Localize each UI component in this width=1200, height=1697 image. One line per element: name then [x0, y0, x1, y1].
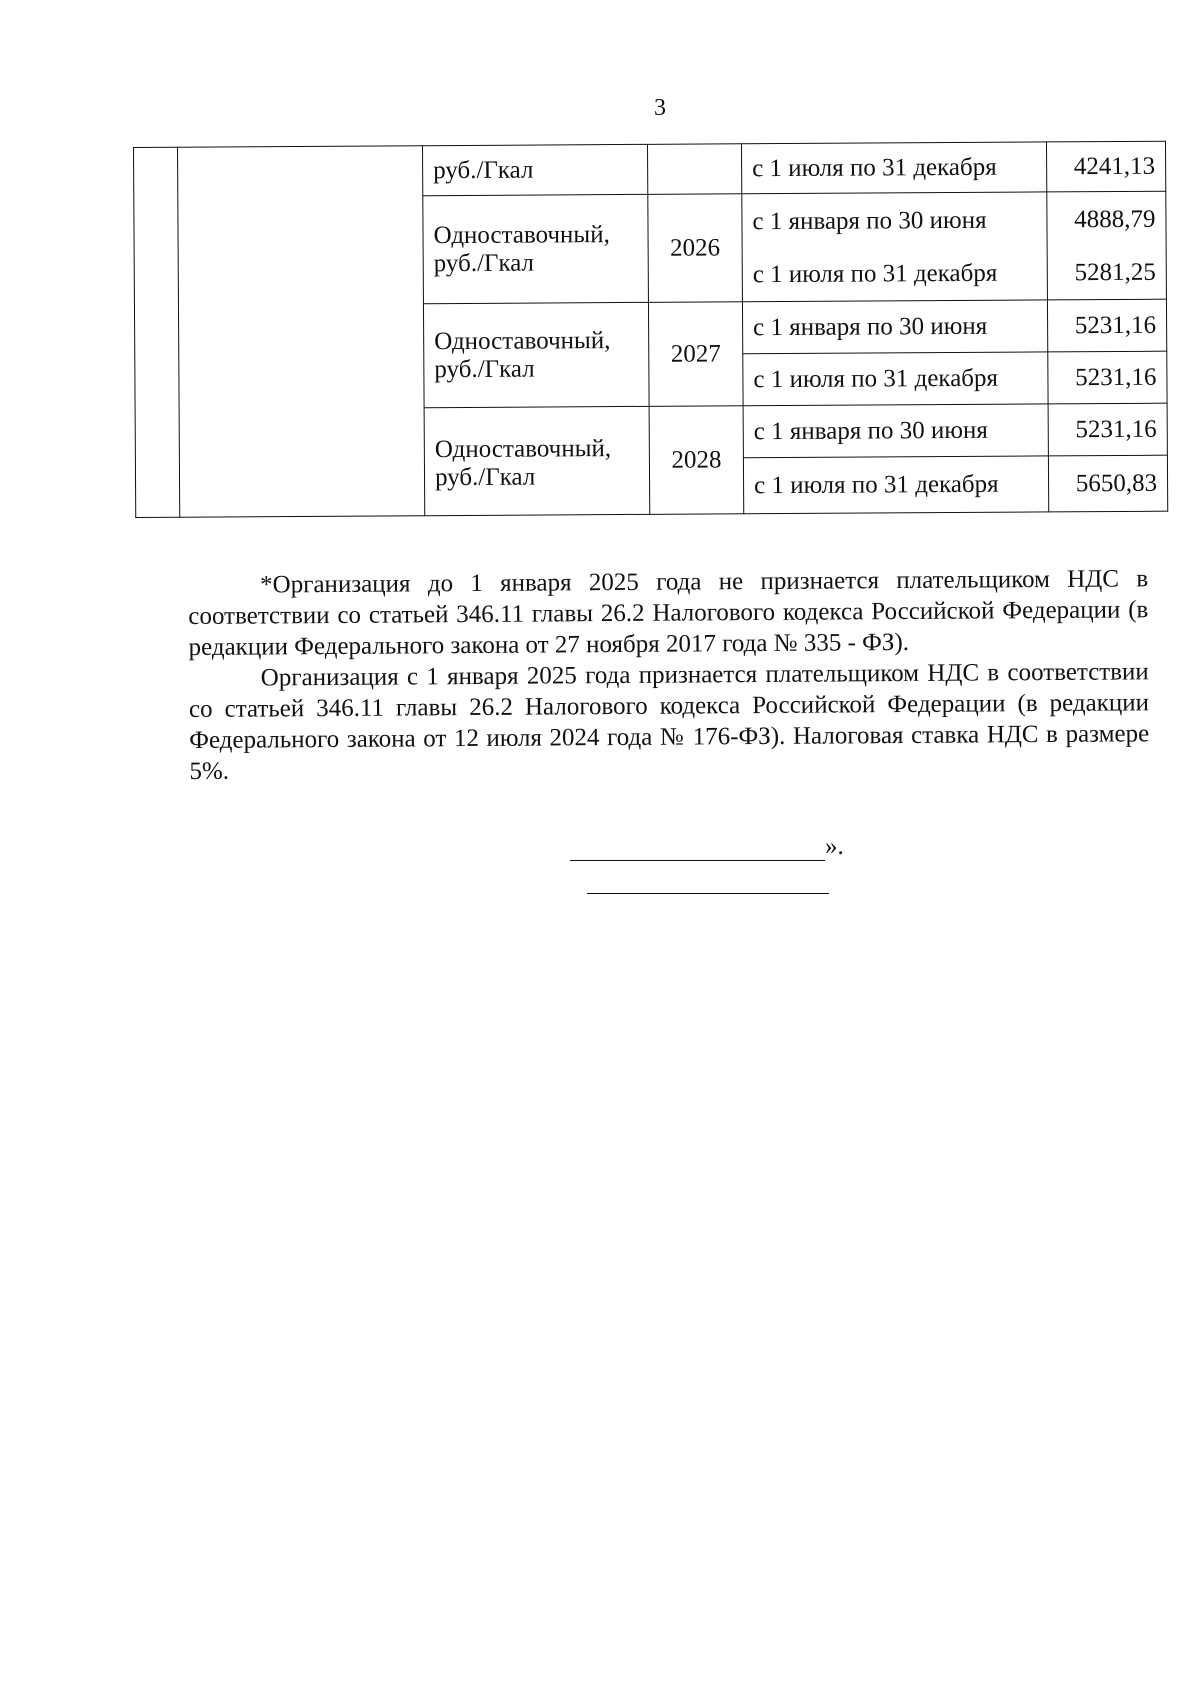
- value-cell: 5231,16: [1047, 299, 1166, 352]
- period-cell: с 1 июля по 31 декабря: [742, 248, 1047, 302]
- value-cell: 5281,25: [1047, 247, 1166, 300]
- period-cell: с 1 января по 30 июня: [742, 300, 1047, 354]
- period-cell: с 1 января по 30 июня: [742, 192, 1047, 250]
- closing-line: [570, 832, 844, 861]
- value-cell: 5650,83: [1048, 455, 1167, 512]
- year-cell: 2028: [649, 406, 744, 515]
- page-number: 3: [654, 95, 666, 121]
- value-cell: 5231,16: [1048, 351, 1167, 404]
- period-cell: с 1 января по 30 июня: [743, 404, 1048, 458]
- empty-cell-number: [134, 147, 180, 517]
- note-paragraph: *Организация до 1 января 2025 года не признается плательщиком НДС в соответствии со статьей 346.11 главы 26.2 Налогового кодекса Российской Федерации (в редакции Федерального закона от 27 ноября 2017 года № 335 - ФЗ).: [188, 565, 1149, 661]
- rate-type-cell: Одноставочный, руб./Гкал: [423, 194, 649, 303]
- unit-cell: руб./Гкал: [422, 144, 647, 195]
- year-cell-empty: [647, 144, 741, 195]
- rate-type-cell: Одноставочный, руб./Гкал: [424, 406, 650, 515]
- year-cell: 2027: [648, 302, 743, 407]
- period-cell: с 1 июля по 31 декабря: [743, 456, 1048, 514]
- note-paragraph: Организация с 1 января 2025 года признается плательщиком НДС в соответствии со статьей 346.11 главы 26.2 Налогового кодекса Российской Федерации (в редакции Федерального закона от 12 июля 2024 года № 176-ФЗ). Налоговая ставка НДС в размере 5%.: [188, 658, 1150, 785]
- value-cell: 4888,79: [1047, 191, 1166, 248]
- closing-rule: [570, 832, 825, 861]
- closing-mark: ».: [825, 833, 844, 860]
- value-cell: 4241,13: [1046, 141, 1165, 192]
- tax-notes: [188, 563, 1149, 787]
- rate-type-cell: Одноставочный, руб./Гкал: [423, 302, 649, 407]
- table-row: [134, 141, 1166, 197]
- empty-cell-organization: [178, 146, 425, 517]
- value-cell: 5231,16: [1048, 403, 1167, 456]
- period-cell: с 1 июля по 31 декабря: [741, 142, 1046, 194]
- period-cell: с 1 июля по 31 декабря: [743, 352, 1048, 406]
- bottom-rule: [587, 893, 829, 894]
- year-cell: 2026: [648, 194, 743, 303]
- tariff-table: [133, 141, 1168, 518]
